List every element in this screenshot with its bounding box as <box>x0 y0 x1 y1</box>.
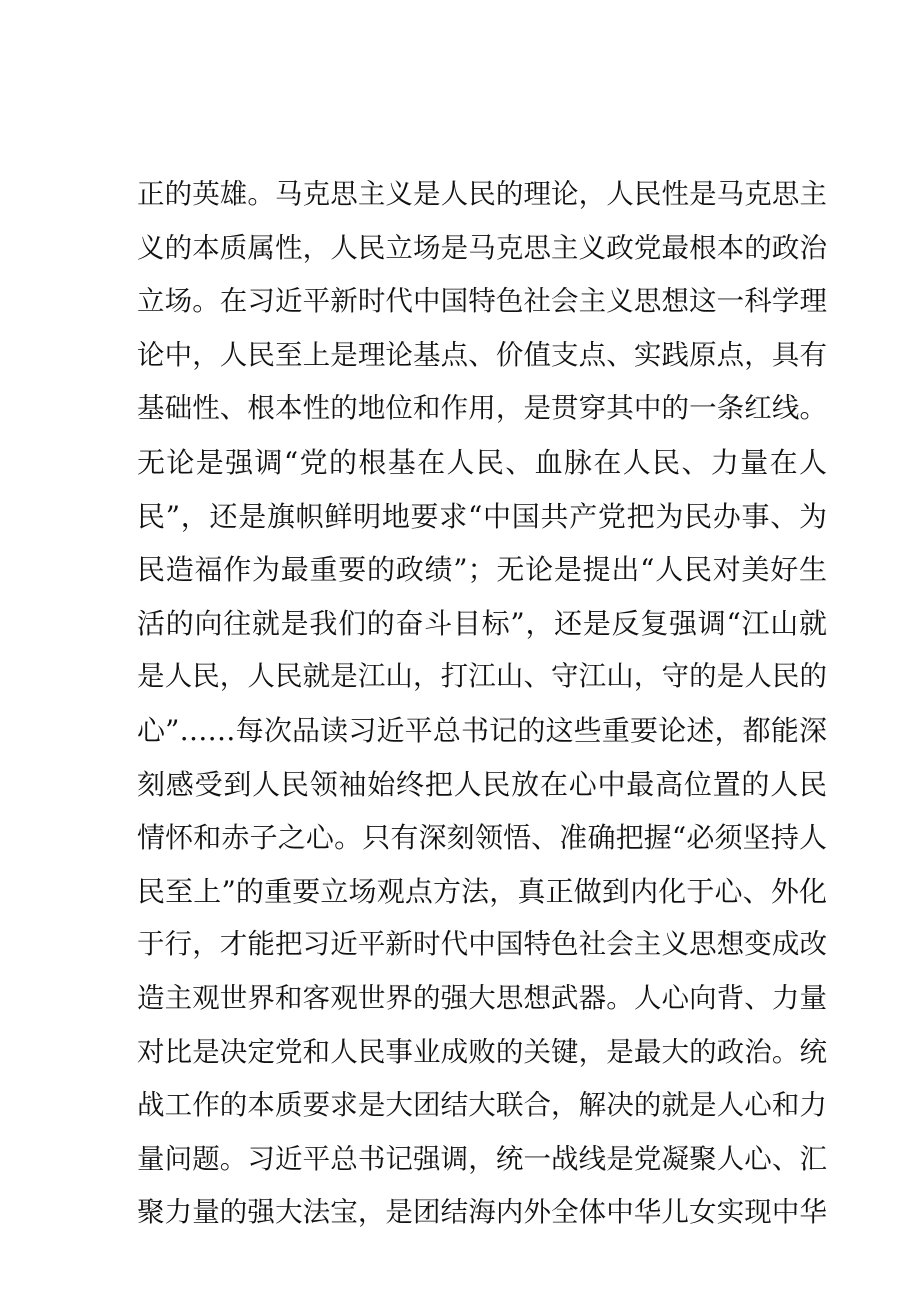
text-line: 民”，还是旗帜鲜明地要求“中国共产党把为民办事、为 <box>137 499 827 533</box>
text-line: 活的向往就是我们的奋斗目标”，还是反复强调“江山就 <box>137 606 827 640</box>
body-text <box>137 168 827 1240</box>
text-line: 战工作的本质要求是大团结大联合，解决的就是人心和力 <box>137 1089 827 1122</box>
text-line: 立场。在习近平新时代中国特色社会主义思想这一科学理 <box>137 285 827 318</box>
text-line: 刻感受到人民领袖始终把人民放在心中最高位置的人民 <box>137 767 827 801</box>
text-line: 论中，人民至上是理论基点、价值支点、实践原点，具有 <box>137 338 827 371</box>
text-line: 无论是强调“党的根基在人民、血脉在人民、力量在人 <box>137 445 827 479</box>
text-line: 民造福作为最重要的政绩”；无论是提出“人民对美好生 <box>137 553 827 587</box>
text-line: 量问题。习近平总书记强调，统一战线是党凝聚人心、汇 <box>137 1142 827 1175</box>
text-line: 聚力量的强大法宝，是团结海内外全体中华儿女实现中华 <box>137 1196 827 1229</box>
text-line: 造主观世界和客观世界的强大思想武器。人心向背、力量 <box>137 981 827 1014</box>
text-line: 正的英雄。马克思主义是人民的理论，人民性是马克思主 <box>137 178 827 210</box>
text-line: 民至上”的重要立场观点方法，真正做到内化于心、外化 <box>137 874 827 908</box>
text-line: 对比是决定党和人民事业成败的关键，是最大的政治。统 <box>137 1035 827 1068</box>
text-line: 义的本质属性，人民立场是马克思主义政党最根本的政治 <box>137 231 827 264</box>
text-line: 心”……每次品读习近平总书记的这些重要论述，都能深 <box>137 713 827 747</box>
text-line: 情怀和赤子之心。只有深刻领悟、准确把握“必须坚持人 <box>137 821 827 855</box>
text-line: 基础性、根本性的地位和作用，是贯穿其中的一条红线。 <box>137 392 827 425</box>
text-line: 于行，才能把习近平新时代中国特色社会主义思想变成改 <box>137 928 827 961</box>
text-line: 是人民，人民就是江山，打江山、守江山，守的是人民的 <box>137 660 827 693</box>
